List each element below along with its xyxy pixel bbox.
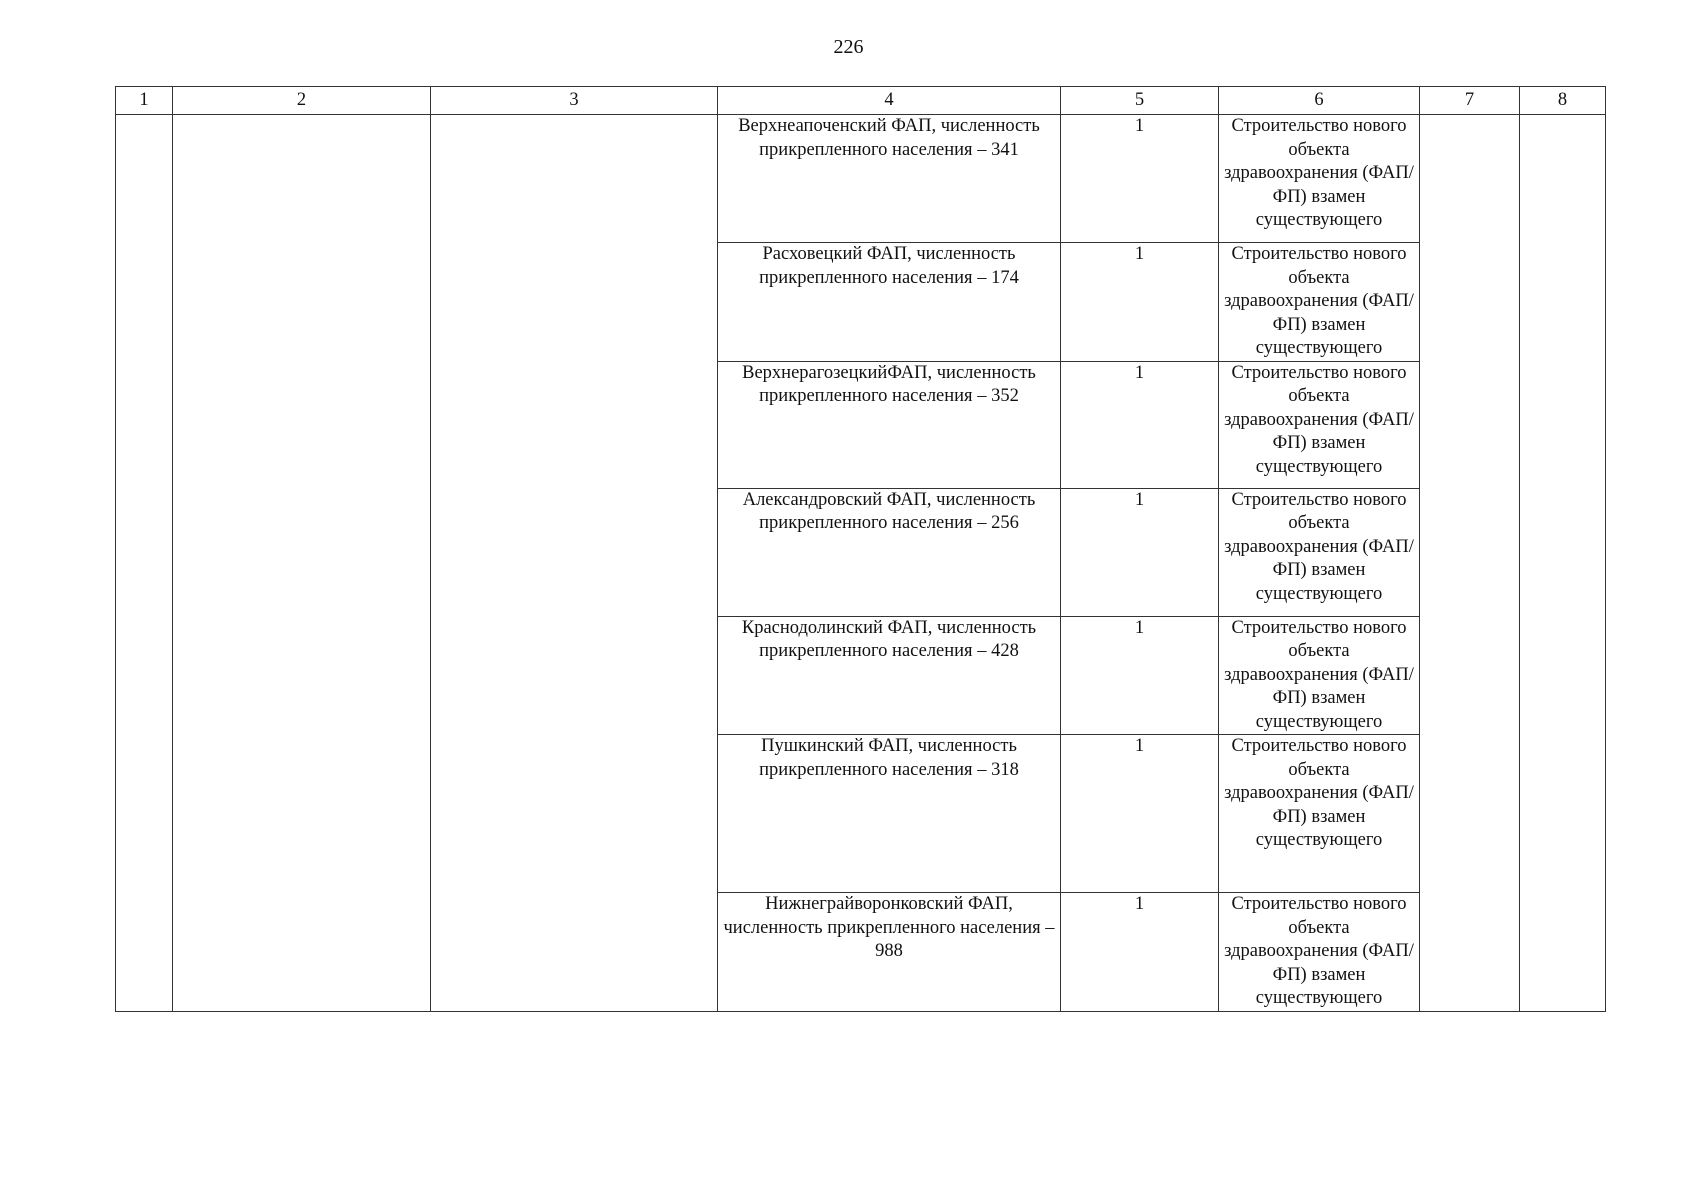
facility-cell: Верхнеапоченский ФАП, численность прикрепленного населения – 341 <box>718 115 1061 243</box>
count-cell: 1 <box>1061 243 1219 362</box>
header-row <box>116 87 1606 115</box>
action-cell: Строительство нового объекта здравоохранения (ФАП/ФП) взамен существующего <box>1219 115 1420 243</box>
facility-cell: Александровский ФАП, численность прикрепленного населения – 256 <box>718 488 1061 616</box>
column-header-3: 3 <box>431 87 718 115</box>
facility-cell: Краснодолинский ФАП, численность прикрепленного населения – 428 <box>718 616 1061 735</box>
cell-col-3 <box>431 115 718 1012</box>
cell-col-2 <box>173 115 431 1012</box>
facility-cell: Расховецкий ФАП, численность прикрепленного населения – 174 <box>718 243 1061 362</box>
action-cell: Строительство нового объекта здравоохранения (ФАП/ФП) взамен существующего <box>1219 893 1420 1012</box>
action-cell: Строительство нового объекта здравоохранения (ФАП/ФП) взамен существующего <box>1219 243 1420 362</box>
count-cell: 1 <box>1061 488 1219 616</box>
count-cell: 1 <box>1061 616 1219 735</box>
facility-cell: Нижнеграйворонковский ФАП, численность прикрепленного населения – 988 <box>718 893 1061 1012</box>
count-cell: 1 <box>1061 115 1219 243</box>
cell-col-7 <box>1420 115 1520 1012</box>
table-row <box>116 115 1606 243</box>
facility-cell: Пушкинский ФАП, численность прикрепленного населения – 318 <box>718 735 1061 893</box>
data-table <box>115 86 1606 1012</box>
column-header-6: 6 <box>1219 87 1420 115</box>
column-header-1: 1 <box>116 87 173 115</box>
cell-col-8 <box>1520 115 1606 1012</box>
action-cell: Строительство нового объекта здравоохранения (ФАП/ФП) взамен существующего <box>1219 361 1420 488</box>
action-cell: Строительство нового объекта здравоохранения (ФАП/ФП) взамен существующего <box>1219 735 1420 893</box>
column-header-5: 5 <box>1061 87 1219 115</box>
column-header-7: 7 <box>1420 87 1520 115</box>
column-header-4: 4 <box>718 87 1061 115</box>
column-header-2: 2 <box>173 87 431 115</box>
cell-col-1 <box>116 115 173 1012</box>
count-cell: 1 <box>1061 893 1219 1012</box>
count-cell: 1 <box>1061 735 1219 893</box>
action-cell: Строительство нового объекта здравоохранения (ФАП/ФП) взамен существующего <box>1219 616 1420 735</box>
count-cell: 1 <box>1061 361 1219 488</box>
page-number: 226 <box>833 36 864 58</box>
action-cell: Строительство нового объекта здравоохранения (ФАП/ФП) взамен существующего <box>1219 488 1420 616</box>
column-header-8: 8 <box>1520 87 1606 115</box>
facility-cell: ВерхнерагозецкийФАП, численность прикрепленного населения – 352 <box>718 361 1061 488</box>
